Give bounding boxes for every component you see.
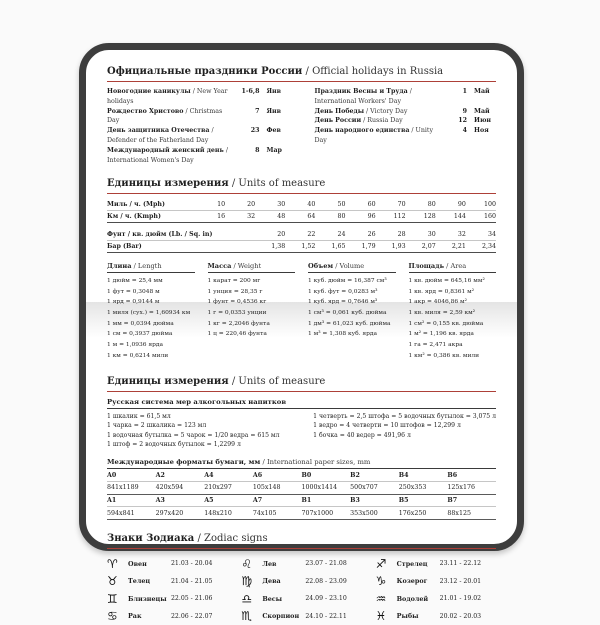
paper-format-label: A4 xyxy=(204,471,214,479)
paper-format-label: B6 xyxy=(447,471,458,479)
conversion-item: 1 м³ = 1,308 куб. ярда xyxy=(308,331,378,338)
pressure-value: 1,52 xyxy=(301,243,316,251)
conversion-column-area xyxy=(409,262,497,361)
conversion-item: 1 см = 0,3937 дюйма xyxy=(107,331,173,338)
paper-format-size: 841x1189 xyxy=(107,484,139,492)
speed-value: 128 xyxy=(423,213,436,221)
zodiac-column-1 xyxy=(107,555,227,625)
alcohol-measures xyxy=(107,412,496,450)
alcohol-subtitle: Русская система мер алкогольных напитков xyxy=(107,398,496,410)
paper-format-size: 594x841 xyxy=(107,509,135,517)
holiday-name xyxy=(107,107,238,127)
holidays-section xyxy=(107,66,496,165)
units2-title-ru: Единицы измерения xyxy=(107,375,229,387)
paper-format-label: A0 xyxy=(107,471,117,479)
paper-format-label: B3 xyxy=(350,496,360,504)
pressure-row-bar-label: Бар (Bar) xyxy=(107,243,142,251)
zodiac-entry xyxy=(241,608,361,625)
holiday-name xyxy=(107,146,238,166)
holiday-day: 1 xyxy=(462,88,467,95)
conversion-item: 1 см³ = 0,061 куб. дюйма xyxy=(308,309,387,316)
speed-value: 48 xyxy=(277,213,286,221)
holiday-month: Фев xyxy=(266,127,281,135)
speed-row-mph-label: Миль / ч. (Mph) xyxy=(107,201,165,209)
speed-value: 40 xyxy=(307,201,316,209)
speed-value: 10 xyxy=(217,201,226,209)
holiday-name xyxy=(107,126,238,146)
paper-format-size: 74x105 xyxy=(252,509,277,517)
speed-value: 32 xyxy=(247,213,256,221)
zodiac-column-3 xyxy=(376,555,496,625)
length-items xyxy=(107,276,195,362)
conversion-item: 1 дм³ = 61,023 куб. дюйма xyxy=(308,320,391,327)
paper-format-size: 88x125 xyxy=(447,509,471,517)
volume-title-en: / Volume xyxy=(333,262,365,271)
paper-format-label: B1 xyxy=(301,496,312,504)
zodiac-dates: 21.03 - 20.04 xyxy=(171,560,213,568)
zodiac-name: Близнецы xyxy=(128,594,167,603)
paper-values-row-2 xyxy=(107,507,496,520)
holiday-name xyxy=(315,126,446,146)
holiday-row xyxy=(315,107,497,117)
volume-column-title xyxy=(308,262,396,273)
paper-format-size: 210x297 xyxy=(204,484,232,492)
alcohol-item: 1 ведро = 4 четверти = 10 штофов = 12,299 л xyxy=(313,422,461,430)
pressure-row-psi-label: Фунт / кв. дюйм (Lb. / Sq. in) xyxy=(107,231,213,239)
alcohol-item: 1 чарка = 2 шкалика = 123 мл xyxy=(107,422,207,430)
conversion-item: 1 км² = 0,386 кв. мили xyxy=(408,352,480,359)
speed-value: 80 xyxy=(337,213,346,221)
holiday-row xyxy=(107,107,289,127)
area-items xyxy=(409,276,497,362)
leo-icon: ♌ xyxy=(241,556,253,571)
holiday-name-en: / Christmas Day xyxy=(107,107,223,125)
holiday-name-en: / Russia Day xyxy=(361,117,403,125)
pressure-value: 30 xyxy=(427,231,436,239)
speed-value: 144 xyxy=(453,213,466,221)
holiday-row xyxy=(107,146,289,166)
units2-section-title xyxy=(107,376,496,392)
paper-format-size: 125x176 xyxy=(447,484,475,492)
holiday-month: Май xyxy=(474,107,490,115)
paper-labels-row-2 xyxy=(107,495,496,508)
holiday-day: 1-6,8 xyxy=(241,88,260,95)
zodiac-dates: 23.12 - 20.01 xyxy=(439,577,482,585)
volume-items xyxy=(308,276,396,340)
speed-value: 30 xyxy=(277,201,286,209)
conversion-item: 1 унция = 28,35 г xyxy=(207,288,263,295)
holidays-left-column xyxy=(107,87,289,165)
conversion-item: 1 кг = 2,2046 фунта xyxy=(207,320,270,327)
holiday-name-ru: День России xyxy=(314,117,362,125)
speed-value: 90 xyxy=(457,201,466,209)
holiday-name-ru: Праздник Весны и Труда xyxy=(314,88,408,95)
speed-value: 160 xyxy=(483,213,496,221)
zodiac-entry xyxy=(376,573,496,591)
paper-format-label: A5 xyxy=(204,496,214,504)
holiday-row xyxy=(315,116,497,126)
paper-format-size: 1000x1414 xyxy=(301,484,338,492)
pressure-row-bar xyxy=(107,241,496,253)
weight-title-en: / Weight xyxy=(231,262,262,271)
holiday-day: 7 xyxy=(255,107,260,115)
zodiac-dates: 23.07 - 21.08 xyxy=(305,560,347,568)
zodiac-entry xyxy=(241,590,361,608)
zodiac-grid xyxy=(107,555,496,625)
pressure-value: 26 xyxy=(367,231,376,239)
paper-format-label: B0 xyxy=(301,471,312,479)
holidays-title-ru: Официальные праздники России xyxy=(107,66,303,77)
conversion-item: 1 миля (сух.) = 1,60934 км xyxy=(107,309,191,316)
capricorn-icon: ♑ xyxy=(375,574,387,589)
zodiac-section-title xyxy=(107,533,496,549)
pressure-value: 2,07 xyxy=(421,243,436,251)
zodiac-entry xyxy=(241,555,361,573)
holiday-month: Мар xyxy=(266,146,282,154)
paper-format-label: B2 xyxy=(350,471,360,479)
holiday-name-ru: День защитника Отечества xyxy=(107,127,210,135)
zodiac-name: Дева xyxy=(262,577,281,586)
holiday-name-ru: День народного единства xyxy=(314,127,410,135)
holiday-name-ru: Рождество Христово xyxy=(107,107,184,115)
paper-format-size: 297x420 xyxy=(155,509,184,517)
conversion-item: 1 г = 0,0353 унции xyxy=(207,309,267,316)
scorpio-icon: ♏ xyxy=(241,609,253,624)
virgo-icon: ♍ xyxy=(241,574,253,589)
holiday-name-en: / International Women's Day xyxy=(107,146,228,164)
pressure-row-psi xyxy=(107,229,496,241)
holiday-name-en: / New Year holidays xyxy=(107,88,228,105)
holiday-month: Янв xyxy=(266,107,282,115)
conversion-item: 1 кв. ярд = 0,8361 м² xyxy=(408,288,475,295)
units-section-2 xyxy=(107,376,496,521)
conversion-columns xyxy=(107,262,496,361)
sagittarius-icon: ♐ xyxy=(375,556,387,571)
zodiac-dates: 23.11 - 22.12 xyxy=(439,560,482,568)
conversion-item: 1 ц = 220,46 фунта xyxy=(207,331,267,338)
holidays-title-en: / Official holidays in Russia xyxy=(302,66,444,77)
zodiac-entry xyxy=(376,555,496,573)
alcohol-item: 1 шкалик = 61,5 мл xyxy=(107,412,171,420)
paper-format-label: B7 xyxy=(447,496,458,504)
alcohol-item: 1 штоф = 2 водочных бутылок = 1,2299 л xyxy=(107,441,241,449)
pressure-value: 34 xyxy=(487,231,496,239)
pressure-value: 24 xyxy=(337,231,346,239)
zodiac-name: Водолей xyxy=(396,594,429,603)
holiday-name-ru: Международный женский день xyxy=(107,146,224,154)
holiday-name xyxy=(315,87,446,107)
paper-subtitle-ru: Международные форматы бумаги, мм xyxy=(107,457,261,466)
paper-format-size: 707x1000 xyxy=(301,509,334,517)
paper-format-size: 105x148 xyxy=(252,484,281,492)
speed-table xyxy=(107,199,496,253)
holiday-month: Янв xyxy=(266,88,282,95)
holiday-month: Июн xyxy=(474,117,492,125)
holidays-right-column xyxy=(315,87,497,165)
paper-format-label: A3 xyxy=(155,496,165,504)
paper-sizes xyxy=(107,458,496,520)
zodiac-dates: 21.01 - 19.02 xyxy=(439,595,482,603)
libra-icon: ♎ xyxy=(241,591,253,606)
conversion-item: 1 га = 2,471 акра xyxy=(408,342,463,349)
zodiac-name: Скорпион xyxy=(262,612,300,621)
length-column-title xyxy=(107,262,195,273)
taurus-icon: ♉ xyxy=(107,574,118,589)
zodiac-title-en: / Zodiac signs xyxy=(194,533,268,545)
holiday-name xyxy=(315,116,446,126)
pressure-value: 28 xyxy=(397,231,406,239)
conversion-item: 1 мм = 0,0394 дюйма xyxy=(107,320,174,327)
weight-items xyxy=(208,276,296,340)
holiday-name-en: / Defender of the Fatherland Day xyxy=(107,127,214,144)
length-title-ru: Длина xyxy=(107,262,132,271)
pressure-value: 2,21 xyxy=(451,243,466,251)
speed-value: 20 xyxy=(247,201,256,209)
zodiac-dates: 22.05 - 21.06 xyxy=(171,595,213,603)
zodiac-title-ru: Знаки Зодиака xyxy=(107,533,195,545)
zodiac-entry xyxy=(107,608,227,625)
holiday-day: 8 xyxy=(255,146,260,154)
conversion-item: 1 см² = 0,155 кв. дюйма xyxy=(408,320,484,327)
holiday-month: Май xyxy=(474,88,490,95)
zodiac-entry xyxy=(107,590,227,608)
aries-icon: ♈ xyxy=(107,556,118,571)
conversion-column-length xyxy=(107,262,195,361)
holiday-name xyxy=(315,107,446,117)
holiday-row xyxy=(107,126,289,146)
pressure-value: 20 xyxy=(277,231,286,239)
alcohol-item: 1 четверть = 2,5 штофа = 5 водочных бутылок = 3,075 л xyxy=(313,412,496,420)
holiday-day: 9 xyxy=(462,107,467,115)
alcohol-right-column xyxy=(313,412,496,450)
zodiac-section xyxy=(107,533,496,625)
pressure-value: 1,79 xyxy=(361,243,376,251)
paper-format-label: A1 xyxy=(107,496,117,504)
zodiac-name: Рак xyxy=(128,612,142,621)
speed-value: 100 xyxy=(483,201,496,209)
holiday-name-ru: День Победы xyxy=(314,107,365,115)
conversion-column-weight xyxy=(208,262,296,361)
speed-value: 96 xyxy=(367,213,376,221)
holiday-day: 12 xyxy=(458,117,467,125)
pressure-value: 2,34 xyxy=(481,243,496,251)
zodiac-entry xyxy=(376,590,496,608)
paper-format-label: B5 xyxy=(398,496,409,504)
paper-format-size: 250x353 xyxy=(398,484,427,492)
zodiac-name: Лев xyxy=(262,559,277,568)
holiday-name xyxy=(107,87,238,107)
paper-values-row-1 xyxy=(107,482,496,495)
units2-title-en: / Units of measure xyxy=(228,375,326,387)
zodiac-dates: 20.02 - 20.03 xyxy=(439,612,482,620)
speed-value: 112 xyxy=(393,213,406,221)
area-title-en: / Area xyxy=(444,262,467,271)
conversion-item: 1 м² = 1,196 кв. ярда xyxy=(408,331,474,338)
paper-format-label: A6 xyxy=(252,471,263,479)
holiday-name-en: / Victory Day xyxy=(364,107,408,115)
alcohol-left-column xyxy=(107,412,289,450)
length-title-en: / Length xyxy=(131,262,162,271)
zodiac-name: Козерог xyxy=(396,577,428,586)
units1-section-title xyxy=(107,178,496,194)
holiday-row xyxy=(107,87,289,107)
paper-format-label: B4 xyxy=(398,471,409,479)
paper-subtitle xyxy=(107,458,496,470)
paper-format-size: 420x594 xyxy=(155,484,184,492)
speed-row-kmph-label: Км / ч. (Kmph) xyxy=(107,213,161,221)
pressure-value: 22 xyxy=(307,231,316,239)
pressure-value: 32 xyxy=(457,231,466,239)
conversion-item: 1 акр = 4046,86 м² xyxy=(408,299,467,306)
zodiac-name: Овен xyxy=(128,559,147,568)
speed-value: 16 xyxy=(217,213,226,221)
conversion-item: 1 кв. дюйм = 645,16 мм² xyxy=(408,277,485,284)
diary-reference-page xyxy=(79,43,524,624)
volume-title-ru: Объем xyxy=(308,262,334,271)
holiday-name-en: / International Workers' Day xyxy=(314,88,412,105)
holiday-name-ru: Новогодние каникулы xyxy=(107,88,191,95)
conversion-item: 1 км = 0,6214 мили xyxy=(107,352,169,359)
paper-format-size: 176x250 xyxy=(398,509,427,517)
aquarius-icon: ♒ xyxy=(375,591,387,606)
zodiac-entry xyxy=(107,555,227,573)
holiday-row xyxy=(315,87,497,107)
pressure-value: 1,38 xyxy=(271,243,286,251)
weight-title-ru: Масса xyxy=(207,262,232,271)
holiday-name-en: / Unity Day xyxy=(314,127,433,144)
area-column-title xyxy=(409,262,497,273)
zodiac-entry xyxy=(376,608,496,625)
gemini-icon: ♊ xyxy=(107,591,118,606)
speed-value: 80 xyxy=(427,201,436,209)
paper-format-size: 148x210 xyxy=(204,509,232,517)
holiday-row xyxy=(315,126,497,146)
zodiac-name: Телец xyxy=(128,577,151,586)
zodiac-dates: 24.09 - 23.10 xyxy=(305,595,347,603)
holidays-section-title xyxy=(107,66,496,82)
holidays-list xyxy=(107,87,496,165)
zodiac-name: Весы xyxy=(262,594,283,603)
speed-value: 70 xyxy=(397,201,406,209)
cancer-icon: ♋ xyxy=(107,609,118,624)
zodiac-entry xyxy=(107,573,227,591)
speed-value: 50 xyxy=(337,201,346,209)
zodiac-dates: 22.06 - 22.07 xyxy=(171,612,213,620)
weight-column-title xyxy=(208,262,296,273)
zodiac-entry xyxy=(241,573,361,591)
alcohol-item: 1 водочная бутылка = 5 чарок = 1/20 ведра = 615 мл xyxy=(107,431,280,439)
zodiac-dates: 24.10 - 22.11 xyxy=(305,612,347,620)
conversion-item: 1 карат = 200 мг xyxy=(207,277,261,284)
speed-row-mph xyxy=(107,199,496,211)
speed-row-kmph xyxy=(107,211,496,223)
pisces-icon: ♓ xyxy=(375,609,387,624)
conversion-item: 1 куб. ярд = 0,7646 м³ xyxy=(308,299,378,306)
conversion-item: 1 куб. фут = 0,0283 м³ xyxy=(308,288,378,295)
paper-format-label: A7 xyxy=(252,496,263,504)
conversion-item: 1 м = 1,0936 ярда xyxy=(107,342,163,349)
zodiac-dates: 21.04 - 21.05 xyxy=(171,577,213,585)
paper-labels-row-1 xyxy=(107,469,496,482)
holiday-day: 23 xyxy=(250,127,260,135)
holiday-day: 4 xyxy=(462,127,467,135)
conversion-item: 1 кв. миля = 2,59 км² xyxy=(408,309,476,316)
area-title-ru: Площадь xyxy=(408,262,445,271)
units1-title-en: / Units of measure xyxy=(228,178,326,190)
speed-value: 60 xyxy=(367,201,376,209)
zodiac-dates: 22.08 - 23.09 xyxy=(305,577,347,585)
conversion-item: 1 куб. дюйм = 16,387 см³ xyxy=(308,277,387,284)
speed-value: 64 xyxy=(307,213,316,221)
paper-format-size: 353x500 xyxy=(350,509,378,517)
conversion-item: 1 фут = 0,3048 м xyxy=(107,288,160,295)
alcohol-item: 1 бочка = 40 ведер = 491,96 л xyxy=(313,431,411,439)
pressure-value: 1,65 xyxy=(331,243,346,251)
zodiac-name: Стрелец xyxy=(396,559,428,568)
pressure-value: 1,93 xyxy=(391,243,406,251)
conversion-column-volume xyxy=(308,262,396,361)
units-section-1 xyxy=(107,178,496,361)
paper-format-label: A2 xyxy=(155,471,165,479)
conversion-item: 1 ярд = 0,9144 м xyxy=(107,299,160,306)
conversion-item: 1 дюйм = 25,4 мм xyxy=(107,277,163,284)
units1-title-ru: Единицы измерения xyxy=(107,178,229,190)
zodiac-name: Рыбы xyxy=(396,612,419,621)
zodiac-column-2 xyxy=(241,555,361,625)
paper-subtitle-en: / International paper sizes, mm xyxy=(260,457,371,466)
page-content xyxy=(86,50,517,625)
holiday-month: Ноя xyxy=(474,127,489,135)
conversion-item: 1 фунт = 0,4536 кг xyxy=(207,299,267,306)
paper-format-size: 500x707 xyxy=(350,484,378,492)
